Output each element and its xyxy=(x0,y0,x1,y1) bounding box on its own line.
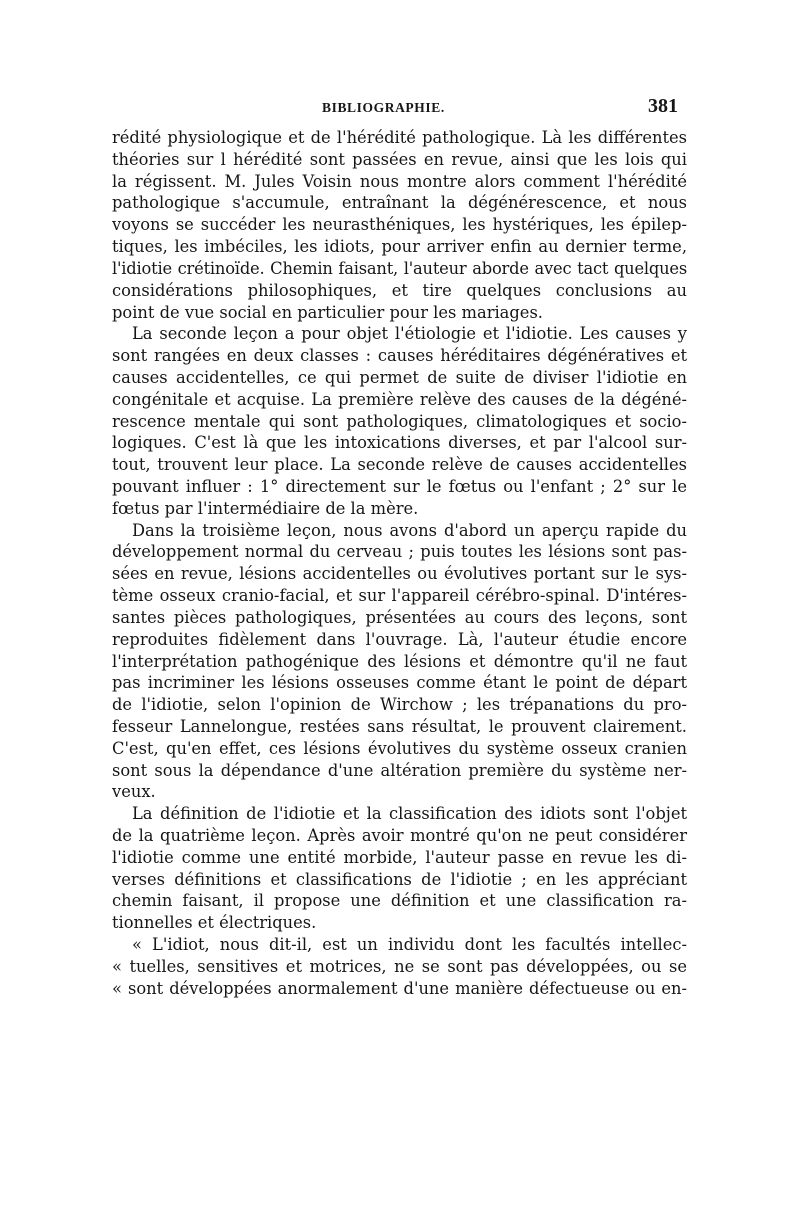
text-line: tème osseux cranio-facial, et sur l'appareil cérébro-spinal. D'intéres- xyxy=(112,586,687,606)
text-line: sont sous la dépendance d'une altération première du système ner- xyxy=(112,760,687,780)
text-line: l'idiotie crétinoïde. Chemin faisant, l'auteur aborde avec tact quelques xyxy=(112,258,687,278)
text-line: pas incriminer les lésions osseuses comme étant le point de départ xyxy=(112,673,687,693)
text-line: sées en revue, lésions accidentelles ou évolutives portant sur le sys- xyxy=(112,564,687,584)
text-line: tiques, les imbéciles, les idiots, pour arriver enfin au dernier terme, xyxy=(112,237,687,257)
running-title: BIBLIOGRAPHIE. xyxy=(322,100,445,115)
text-line: santes pièces pathologiques, présentées au cours des leçons, sont xyxy=(112,607,687,627)
text-line: veux. xyxy=(112,782,156,802)
text-line: « sont développées anormalement d'une manière défectueuse ou en- xyxy=(112,978,687,998)
text-line: point de vue social en particulier pour les mariages. xyxy=(112,302,543,322)
text-line: rédité physiologique et de l'hérédité pathologique. Là les différentes xyxy=(112,128,687,147)
text-line: logiques. C'est là que les intoxications diverses, et par l'alcool sur- xyxy=(112,433,687,453)
text-line: pouvant influer : 1° directement sur le fœtus ou l'enfant ; 2° sur le xyxy=(112,477,687,496)
text-line: tout, trouvent leur place. La seconde relève de causes accidentelles xyxy=(112,455,687,475)
text-line: de la quatrième leçon. Après avoir montré qu'on ne peut considérer xyxy=(112,826,687,845)
text-line: fesseur Lannelongue, restées sans résultat, le prouvent clairement. xyxy=(112,716,687,736)
text-line: chemin faisant, il propose une définition et une classification ra- xyxy=(112,891,687,911)
text-line: l'interprétation pathogénique des lésions et démontre qu'il ne faut xyxy=(112,651,687,671)
text-line: développement normal du cerveau ; puis toutes les lésions sont pas- xyxy=(112,542,687,562)
text-line: La seconde leçon a pour objet l'étiologie et l'idiotie. Les causes y xyxy=(132,324,687,344)
page-number: 381 xyxy=(648,95,678,117)
text-line: considérations philosophiques, et tire quelques conclusions au xyxy=(112,280,687,300)
text-line: de l'idiotie, selon l'opinion de Wirchow ; les trépanations du pro- xyxy=(112,695,687,715)
text-line: la régissent. M. Jules Voisin nous montre alors comment l'hérédité xyxy=(112,171,687,191)
text-line: Dans la troisième leçon, nous avons d'abord un aperçu rapide du xyxy=(132,520,687,540)
text-line: reproduites fidèlement dans l'ouvrage. Là, l'auteur étudie encore xyxy=(112,629,687,649)
text-line: « tuelles, sensitives et motrices, ne se sont pas développées, ou se xyxy=(112,956,687,976)
text-line: sont rangées en deux classes : causes héréditaires dégénératives et xyxy=(112,346,687,366)
text-line: C'est, qu'en effet, ces lésions évolutives du système osseux cranien xyxy=(112,738,687,758)
text-line: fœtus par l'intermédiaire de la mère. xyxy=(112,498,419,518)
text-line: tionnelles et électriques. xyxy=(112,913,317,933)
text-line: voyons se succéder les neurasthéniques, les hystériques, les épilep- xyxy=(112,215,687,235)
text-line: pathologique s'accumule, entraînant la dégénérescence, et nous xyxy=(112,193,687,213)
body-text xyxy=(112,127,687,1000)
text-line: théories sur l hérédité sont passées en revue, ainsi que les lois qui xyxy=(112,149,687,169)
text-line: congénitale et acquise. La première relève des causes de la dégéné- xyxy=(112,389,687,409)
text-line: causes accidentelles, ce qui permet de suite de diviser l'idiotie en xyxy=(112,367,687,387)
text-line: l'idiotie comme une entité morbide, l'auteur passe en revue les di- xyxy=(112,847,687,867)
text-line: « L'idiot, nous dit-il, est un individu dont les facultés intellec- xyxy=(132,935,687,955)
text-line: rescence mentale qui sont pathologiques, climatologiques et socio- xyxy=(112,411,687,431)
text-line: verses définitions et classifications de l'idiotie ; en les appréciant xyxy=(112,869,687,889)
text-line: La définition de l'idiotie et la classification des idiots sont l'objet xyxy=(132,804,687,824)
